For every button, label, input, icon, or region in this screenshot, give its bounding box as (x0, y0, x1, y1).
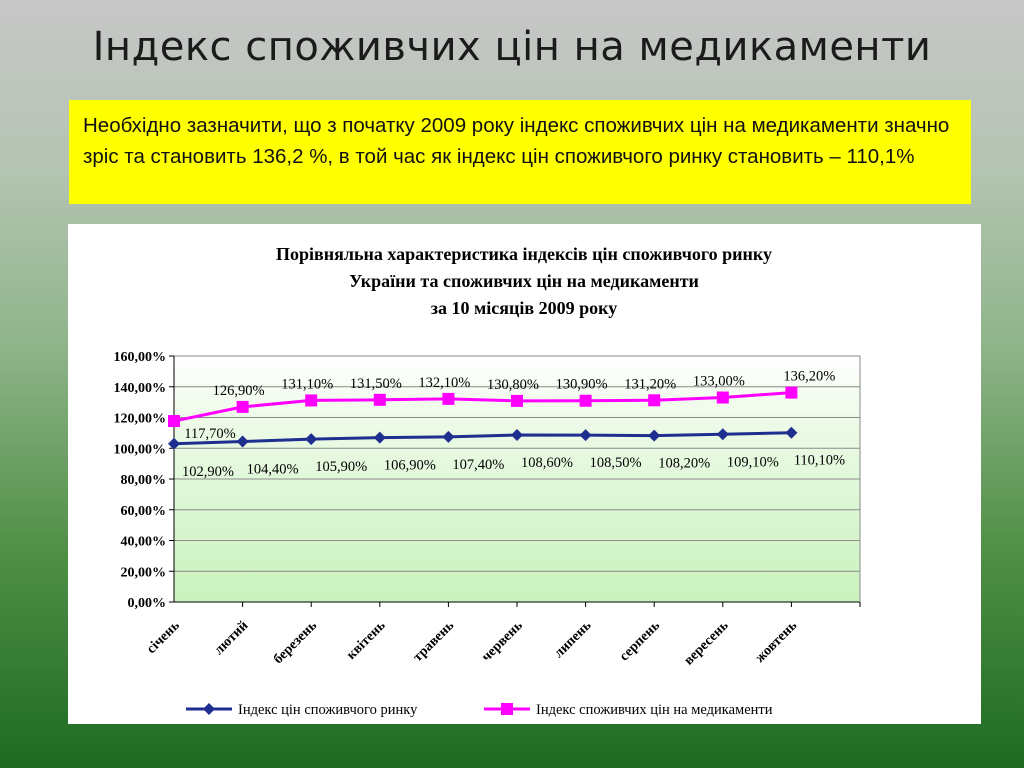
note-box (69, 100, 971, 204)
data-point-medicine (511, 395, 523, 407)
y-tick-label: 80,00% (120, 473, 166, 488)
data-label: 132,10% (418, 374, 471, 391)
note-text: Необхідно зазначити, що з початку 2009 року індекс споживчих цін на медикаменти значно зріс та становить 136,2 %, в той час як індекс цін споживчого ринку становить – 110,1% (83, 114, 950, 168)
y-tick-label: 100,00% (113, 442, 166, 458)
y-tick-label: 40,00% (120, 534, 166, 550)
y-tick-label: 0,00% (127, 596, 166, 611)
data-label: 108,50% (589, 455, 642, 472)
data-point-medicine (442, 393, 454, 405)
data-label: 131,20% (624, 376, 677, 393)
data-label: 106,90% (383, 457, 436, 474)
data-label: 131,10% (281, 376, 334, 393)
data-label: 109,10% (726, 454, 779, 471)
x-tick-label: вересень (681, 618, 732, 669)
data-point-medicine (648, 394, 660, 406)
data-point-medicine (305, 394, 317, 406)
data-label: 126,90% (212, 382, 265, 399)
x-tick-label: березень (270, 618, 321, 668)
x-tick-label: серпень (616, 618, 664, 665)
x-tick-label: травень (410, 618, 458, 665)
chart-svg (68, 224, 981, 724)
x-tick-label: квітень (344, 618, 389, 663)
y-tick-label: 20,00% (120, 565, 166, 581)
data-point-medicine (168, 415, 180, 427)
chart-title-line: Порівняльна характеристика індексів цін споживчого ринку (276, 244, 772, 264)
x-tick-label: червень (479, 618, 526, 665)
data-label: 131,50% (349, 375, 402, 392)
data-label: 102,90% (182, 463, 234, 480)
chart-title-line: за 10 місяців 2009 року (430, 298, 618, 318)
y-tick-label: 160,00% (113, 350, 166, 365)
chart-panel (68, 224, 981, 724)
data-point-medicine (237, 401, 249, 413)
data-label: 108,60% (521, 455, 573, 472)
legend-marker (203, 703, 215, 715)
data-label: 104,40% (246, 461, 299, 478)
slide-title: Індекс споживчих цін на медикаменти (92, 24, 932, 70)
data-label: 136,20% (783, 368, 836, 385)
legend-marker (501, 703, 513, 715)
y-tick-label: 140,00% (113, 380, 166, 396)
x-tick-label: липень (551, 618, 595, 662)
y-tick-label: 60,00% (120, 503, 166, 519)
legend-label: Індекс споживчих цін на медикаменти (536, 702, 773, 718)
data-point-medicine (580, 395, 592, 407)
data-label: 133,00% (692, 373, 745, 390)
x-tick-label: лютий (211, 618, 252, 659)
data-label: 108,20% (658, 455, 711, 472)
data-label: 130,90% (555, 376, 608, 393)
x-tick-label: січень (144, 618, 183, 657)
x-tick-label: жовтень (752, 618, 801, 666)
data-label: 117,70% (184, 426, 236, 443)
data-point-medicine (785, 387, 797, 399)
data-point-medicine (374, 394, 386, 406)
data-label: 130,80% (487, 376, 539, 393)
legend-label: Індекс цін споживчого ринку (238, 702, 418, 718)
y-tick-label: 120,00% (113, 411, 166, 427)
data-label: 110,10% (793, 452, 846, 469)
data-label: 105,90% (315, 459, 368, 476)
data-label: 107,40% (452, 456, 505, 473)
chart-title-line: України та споживчих цін на медикаменти (349, 271, 699, 291)
data-point-medicine (717, 392, 729, 404)
